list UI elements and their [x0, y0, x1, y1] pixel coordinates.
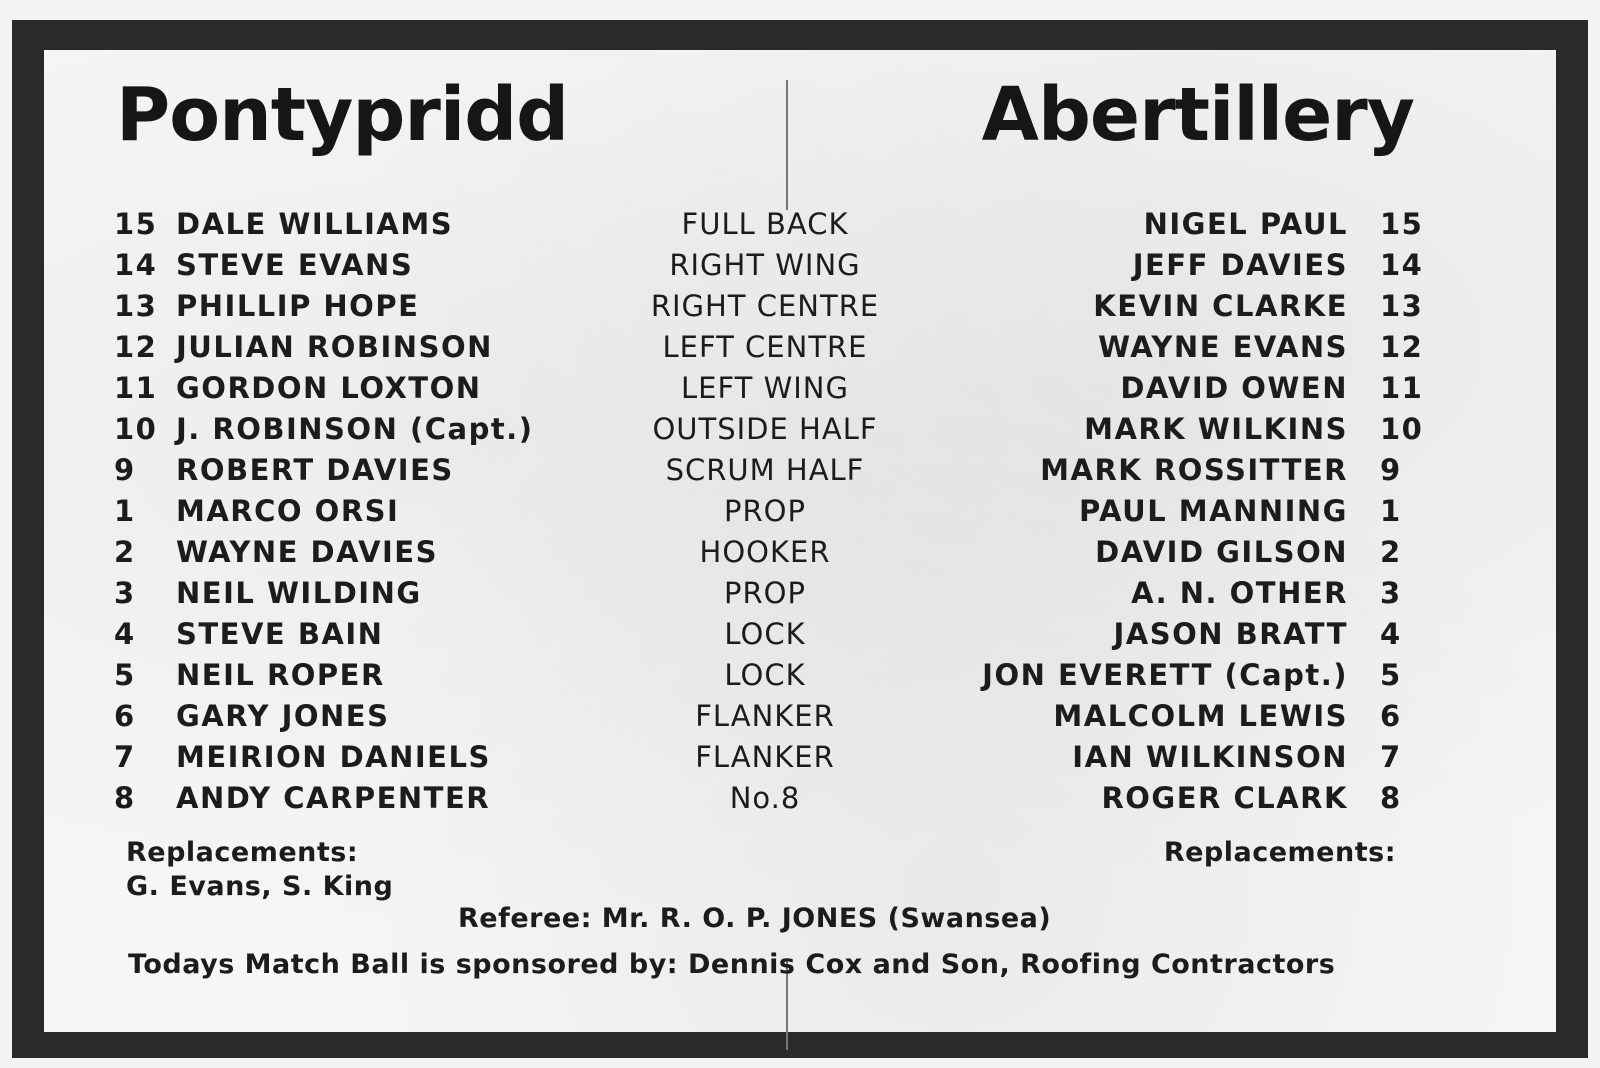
position-label: PROP [724, 494, 806, 528]
home-player-name: ANDY CARPENTER [176, 781, 491, 815]
home-player-number: 4 [114, 617, 136, 651]
home-replacements-names: G. Evans, S. King [126, 871, 394, 902]
home-player-name: GARY JONES [176, 699, 390, 733]
home-player-number: 15 [114, 207, 158, 241]
home-player-number: 2 [114, 535, 136, 569]
home-player-number: 3 [114, 576, 136, 610]
away-player-number: 9 [1380, 453, 1402, 487]
lineup-row [0, 614, 1600, 655]
home-player-number: 7 [114, 740, 136, 774]
away-player-number: 12 [1380, 330, 1424, 364]
away-player-name: NIGEL PAUL [1143, 207, 1348, 241]
home-player-name: MEIRION DANIELS [176, 740, 491, 774]
lineup-row [0, 655, 1600, 696]
home-player-name: PHILLIP HOPE [176, 289, 420, 323]
home-player-name: JULIAN ROBINSON [176, 330, 493, 364]
away-player-name: WAYNE EVANS [1098, 330, 1348, 364]
away-player-number: 13 [1380, 289, 1424, 323]
away-player-name: DAVID OWEN [1120, 371, 1348, 405]
home-player-name: WAYNE DAVIES [176, 535, 439, 569]
home-player-name: GORDON LOXTON [176, 371, 482, 405]
lineup-row [0, 573, 1600, 614]
away-player-name: JEFF DAVIES [1132, 248, 1348, 282]
away-player-number: 4 [1380, 617, 1402, 651]
lineup-row [0, 696, 1600, 737]
lineup-row [0, 245, 1600, 286]
home-player-name: J. ROBINSON (Capt.) [176, 412, 534, 446]
away-player-number: 5 [1380, 658, 1402, 692]
away-player-name: JASON BRATT [1113, 617, 1348, 651]
home-player-number: 6 [114, 699, 136, 733]
home-player-name: ROBERT DAVIES [176, 453, 454, 487]
lineup-row [0, 204, 1600, 245]
lineup-row [0, 327, 1600, 368]
position-label: No.8 [729, 781, 801, 815]
lineup-row [0, 286, 1600, 327]
away-player-name: MALCOLM LEWIS [1053, 699, 1348, 733]
away-player-number: 10 [1380, 412, 1424, 446]
sponsor-line: Todays Match Ball is sponsored by: Dennis Cox and Son, Roofing Contractors [128, 949, 1336, 980]
away-player-name: ROGER CLARK [1101, 781, 1348, 815]
home-player-name: STEVE BAIN [176, 617, 384, 651]
away-player-number: 6 [1380, 699, 1402, 733]
away-player-number: 7 [1380, 740, 1402, 774]
lineup-row [0, 450, 1600, 491]
home-player-number: 10 [114, 412, 158, 446]
away-player-name: A. N. OTHER [1131, 576, 1348, 610]
fold-crease [786, 80, 788, 210]
home-player-number: 14 [114, 248, 158, 282]
home-player-name: NEIL WILDING [176, 576, 422, 610]
home-player-number: 1 [114, 494, 136, 528]
away-player-name: DAVID GILSON [1095, 535, 1348, 569]
away-player-number: 1 [1380, 494, 1402, 528]
away-player-number: 15 [1380, 207, 1424, 241]
lineup-row [0, 778, 1600, 819]
position-label: LEFT CENTRE [662, 330, 868, 364]
position-label: FLANKER [695, 740, 835, 774]
referee-line: Referee: Mr. R. O. P. JONES (Swansea) [458, 903, 1052, 934]
home-player-number: 8 [114, 781, 136, 815]
away-player-number: 3 [1380, 576, 1402, 610]
away-team-title: Abertillery [981, 72, 1414, 158]
away-player-name: PAUL MANNING [1079, 494, 1348, 528]
home-player-name: NEIL ROPER [176, 658, 385, 692]
away-player-name: MARK ROSSITTER [1040, 453, 1348, 487]
position-label: OUTSIDE HALF [652, 412, 878, 446]
home-replacements-label: Replacements: [126, 837, 359, 868]
home-player-number: 9 [114, 453, 136, 487]
away-player-number: 8 [1380, 781, 1402, 815]
position-label: HOOKER [699, 535, 831, 569]
lineup-row [0, 532, 1600, 573]
home-team-title: Pontypridd [116, 72, 569, 158]
away-player-name: IAN WILKINSON [1072, 740, 1348, 774]
home-player-number: 5 [114, 658, 136, 692]
position-label: FULL BACK [681, 207, 849, 241]
home-player-name: DALE WILLIAMS [176, 207, 454, 241]
home-player-name: STEVE EVANS [176, 248, 414, 282]
position-label: LOCK [724, 658, 806, 692]
away-player-number: 11 [1380, 371, 1424, 405]
lineup-row [0, 409, 1600, 450]
away-player-name: MARK WILKINS [1084, 412, 1348, 446]
home-player-number: 13 [114, 289, 158, 323]
away-player-name: KEVIN CLARKE [1093, 289, 1348, 323]
away-player-number: 2 [1380, 535, 1402, 569]
lineup-row [0, 491, 1600, 532]
position-label: FLANKER [695, 699, 835, 733]
lineup-row [0, 737, 1600, 778]
position-label: LOCK [724, 617, 806, 651]
position-label: RIGHT CENTRE [650, 289, 880, 323]
home-player-name: MARCO ORSI [176, 494, 400, 528]
away-player-number: 14 [1380, 248, 1424, 282]
position-label: SCRUM HALF [665, 453, 865, 487]
position-label: PROP [724, 576, 806, 610]
away-player-name: JON EVERETT (Capt.) [982, 658, 1348, 692]
home-player-number: 12 [114, 330, 158, 364]
position-label: RIGHT WING [669, 248, 861, 282]
lineup-row [0, 368, 1600, 409]
home-player-number: 11 [114, 371, 158, 405]
away-replacements-label: Replacements: [1163, 837, 1396, 868]
position-label: LEFT WING [681, 371, 849, 405]
